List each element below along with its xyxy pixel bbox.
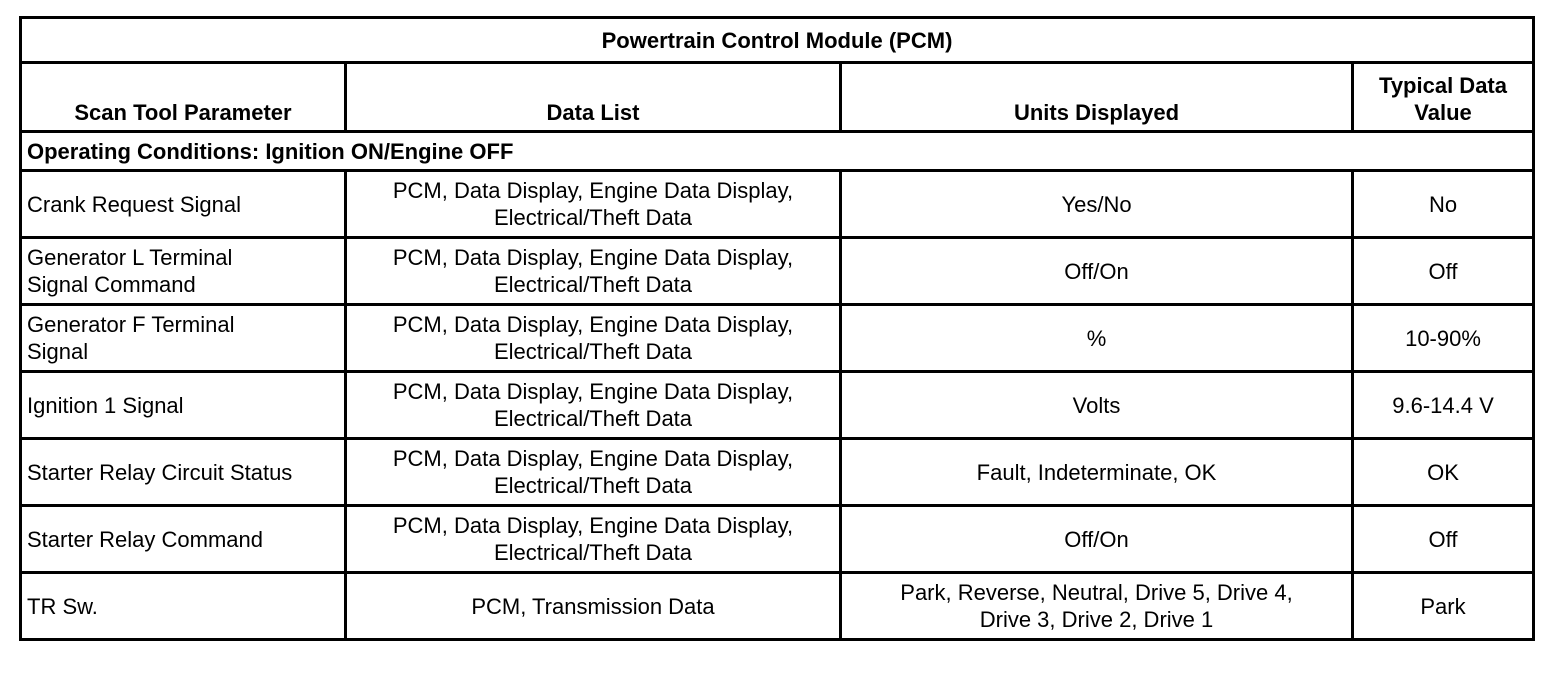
cell-parameter-line1: Ignition 1 Signal bbox=[27, 392, 184, 418]
table-row bbox=[21, 305, 1534, 372]
cell-parameter bbox=[21, 506, 346, 573]
cell-data-list bbox=[346, 573, 841, 640]
table-body bbox=[21, 171, 1534, 640]
cell-parameter-line2: Signal Command bbox=[27, 272, 196, 297]
cell-parameter bbox=[21, 238, 346, 305]
cell-typical-value bbox=[1353, 439, 1534, 506]
cell-data-list-line2: Electrical/Theft Data bbox=[493, 473, 693, 498]
cell-parameter-line1: TR Sw. bbox=[27, 593, 98, 619]
table-row bbox=[21, 573, 1534, 640]
cell-data-list bbox=[346, 238, 841, 305]
cell-units-line1: Off/On bbox=[1064, 258, 1129, 284]
cell-data-list-line1: PCM, Data Display, Engine Data Display, bbox=[392, 312, 794, 337]
cell-data-list-line1: PCM, Data Display, Engine Data Display, bbox=[392, 178, 794, 203]
cell-units-line1: % bbox=[1086, 325, 1107, 351]
table-row bbox=[21, 171, 1534, 238]
cell-data-list-line2: Electrical/Theft Data bbox=[493, 205, 693, 230]
cell-typical-value-line1: OK bbox=[1427, 459, 1459, 485]
table-row bbox=[21, 238, 1534, 305]
cell-data-list-line2: Electrical/Theft Data bbox=[493, 339, 693, 364]
cell-parameter bbox=[21, 171, 346, 238]
cell-data-list-line2: Electrical/Theft Data bbox=[493, 272, 693, 297]
cell-typical-value bbox=[1353, 573, 1534, 640]
cell-parameter bbox=[21, 372, 346, 439]
cell-parameter bbox=[21, 573, 346, 640]
table-row bbox=[21, 506, 1534, 573]
cell-data-list bbox=[346, 439, 841, 506]
cell-parameter-line1: Starter Relay Circuit Status bbox=[27, 459, 293, 485]
cell-data-list bbox=[346, 171, 841, 238]
cell-parameter-line1: Generator L Terminal bbox=[27, 245, 233, 270]
cell-data-list-line2: Electrical/Theft Data bbox=[493, 406, 693, 431]
cell-typical-value bbox=[1353, 372, 1534, 439]
cell-units bbox=[841, 372, 1353, 439]
cell-units bbox=[841, 305, 1353, 372]
cell-typical-value-line1: No bbox=[1428, 191, 1458, 217]
cell-data-list-line1: PCM, Transmission Data bbox=[471, 593, 715, 619]
cell-typical-value bbox=[1353, 171, 1534, 238]
cell-parameter-line1: Crank Request Signal bbox=[27, 191, 242, 217]
cell-data-list bbox=[346, 305, 841, 372]
cell-typical-value bbox=[1353, 506, 1534, 573]
cell-units bbox=[841, 238, 1353, 305]
section-operating-conditions: Operating Conditions: Ignition ON/Engine OFF bbox=[21, 132, 1534, 171]
cell-parameter-line1: Generator F Terminal bbox=[27, 312, 235, 337]
header-typical-line1: Typical Data bbox=[1379, 73, 1507, 98]
cell-units bbox=[841, 171, 1353, 238]
cell-parameter bbox=[21, 439, 346, 506]
cell-parameter bbox=[21, 305, 346, 372]
cell-data-list-line1: PCM, Data Display, Engine Data Display, bbox=[392, 513, 794, 538]
cell-typical-value-line1: 9.6-14.4 V bbox=[1392, 392, 1494, 418]
cell-data-list-line1: PCM, Data Display, Engine Data Display, bbox=[392, 245, 794, 270]
cell-typical-value bbox=[1353, 238, 1534, 305]
section-row bbox=[21, 132, 1534, 171]
cell-units-line1: Off/On bbox=[1064, 526, 1129, 552]
cell-typical-value-line1: 10-90% bbox=[1405, 325, 1481, 351]
table-row bbox=[21, 372, 1534, 439]
cell-units-line1: Fault, Indeterminate, OK bbox=[976, 459, 1217, 485]
cell-units-line1: Yes/No bbox=[1061, 191, 1132, 217]
cell-parameter-line2: Signal bbox=[27, 339, 89, 364]
cell-units bbox=[841, 573, 1353, 640]
cell-units bbox=[841, 439, 1353, 506]
table-title: Powertrain Control Module (PCM) bbox=[21, 18, 1534, 63]
cell-units-line1: Volts bbox=[1072, 392, 1121, 418]
cell-data-list-line1: PCM, Data Display, Engine Data Display, bbox=[392, 446, 794, 471]
header-scan-tool-parameter: Scan Tool Parameter bbox=[21, 63, 346, 132]
cell-typical-value-line1: Park bbox=[1420, 593, 1466, 619]
cell-data-list-line1: PCM, Data Display, Engine Data Display, bbox=[392, 379, 794, 404]
cell-data-list-line2: Electrical/Theft Data bbox=[493, 540, 693, 565]
cell-typical-value-line1: Off bbox=[1428, 258, 1458, 284]
cell-units bbox=[841, 506, 1353, 573]
header-data-list: Data List bbox=[346, 63, 841, 132]
table-header-row bbox=[21, 63, 1534, 132]
cell-parameter-line1: Starter Relay Command bbox=[27, 526, 263, 552]
cell-units-line2: Drive 3, Drive 2, Drive 1 bbox=[979, 607, 1214, 632]
table-row bbox=[21, 439, 1534, 506]
cell-typical-value bbox=[1353, 305, 1534, 372]
header-units-displayed: Units Displayed bbox=[841, 63, 1353, 132]
header-typical-data-value bbox=[1353, 63, 1534, 132]
cell-data-list bbox=[346, 372, 841, 439]
pcm-data-table bbox=[19, 16, 1535, 641]
cell-typical-value-line1: Off bbox=[1428, 526, 1458, 552]
table-title-row bbox=[21, 18, 1534, 63]
cell-units-line1: Park, Reverse, Neutral, Drive 5, Drive 4, bbox=[900, 580, 1293, 605]
header-typical-line2: Value bbox=[1414, 100, 1472, 125]
cell-data-list bbox=[346, 506, 841, 573]
